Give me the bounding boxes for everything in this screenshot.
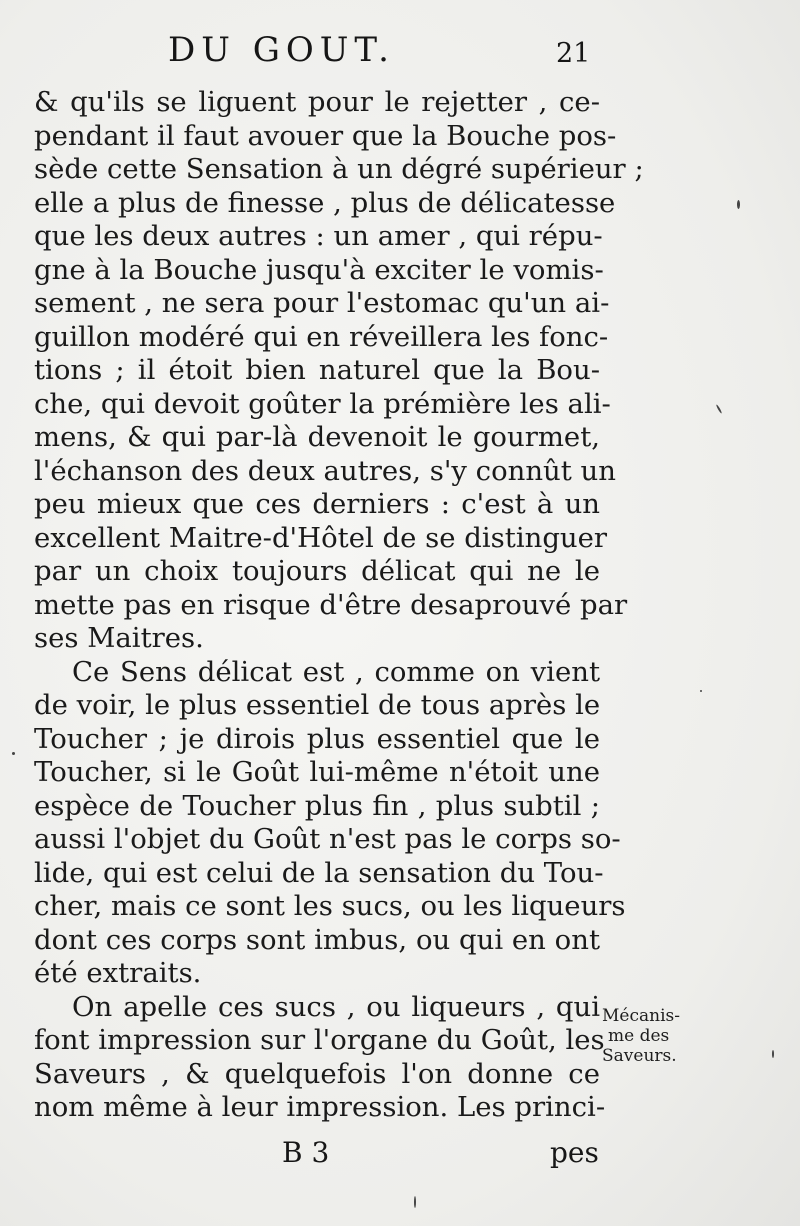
text-line: de voir, le plus essentiel de tous après le <box>34 689 601 721</box>
marginal-note-line: me des <box>608 1026 670 1046</box>
text-line: che, qui devoit goûter la prémière les ali- <box>34 387 611 420</box>
catchword: pes <box>550 1136 599 1169</box>
paragraph-start-line: Ce Sens délicat est , comme on vient <box>72 655 600 688</box>
text-line: peu mieux que ces derniers : c'est à un <box>34 488 600 520</box>
text-line: espèce de Toucher plus fin , plus subtil ; <box>34 789 600 822</box>
text-line: Saveurs , & quelquefois l'on donne ce <box>34 1057 600 1090</box>
text-line: été extraits. <box>34 957 202 989</box>
text-line: excellent Maitre-d'Hôtel de se distinguer <box>34 521 608 554</box>
text-line: nom même à leur impression. Les princi- <box>34 1091 606 1123</box>
text-line: ses Maitres. <box>34 622 204 654</box>
text-line: cher, mais ce sont les sucs, ou les liqueurs <box>34 890 626 922</box>
text-line: Toucher ; je dirois plus essentiel que le <box>34 722 600 755</box>
text-line: tions ; il étoit bien naturel que la Bou- <box>34 354 600 386</box>
text-line: font impression sur l'organe du Goût, les <box>34 1024 605 1056</box>
text-line: par un choix toujours délicat qui ne le <box>34 555 600 587</box>
text-line: guillon modéré qui en réveillera les fonc- <box>34 320 609 353</box>
paragraph-start-line: On apelle ces sucs , ou liqueurs , qui <box>72 990 600 1023</box>
page-number: 21 <box>556 38 591 69</box>
marginal-note-line: Saveurs. <box>602 1046 677 1066</box>
text-line: elle a plus de finesse , plus de délicatesse <box>34 186 616 219</box>
text-line: lide, qui est celui de la sensation du Tou- <box>34 856 604 889</box>
signature-mark: B 3 <box>282 1136 330 1169</box>
text-line: sède cette Sensation à un dégré supérieur ; <box>34 153 644 185</box>
text-line: aussi l'objet du Goût n'est pas le corps so- <box>34 823 621 855</box>
text-line: mette pas en risque d'être desaprouvé par <box>34 588 628 621</box>
running-head: DU GOUT. <box>168 30 395 70</box>
text-line: & qu'ils se liguent pour le rejetter , ce- <box>34 86 600 118</box>
text-line: dont ces corps sont imbus, ou qui en ont <box>34 923 600 956</box>
text-line: sement , ne sera pour l'estomac qu'un ai- <box>34 287 610 319</box>
text-line: gne à la Bouche jusqu'à exciter le vomis- <box>34 253 604 286</box>
text-line: pendant il faut avouer que la Bouche pos- <box>34 119 617 152</box>
marginal-note-line: Mécanis- <box>602 1006 680 1026</box>
text-line: que les deux autres : un amer , qui répu- <box>34 220 603 252</box>
text-line: l'échanson des deux autres, s'y connût un <box>34 454 616 487</box>
text-line: Toucher, si le Goût lui-même n'étoit une <box>34 756 600 788</box>
text-line: mens, & qui par-là devenoit le gourmet, <box>34 421 600 453</box>
marginal-note <box>602 1006 688 1066</box>
